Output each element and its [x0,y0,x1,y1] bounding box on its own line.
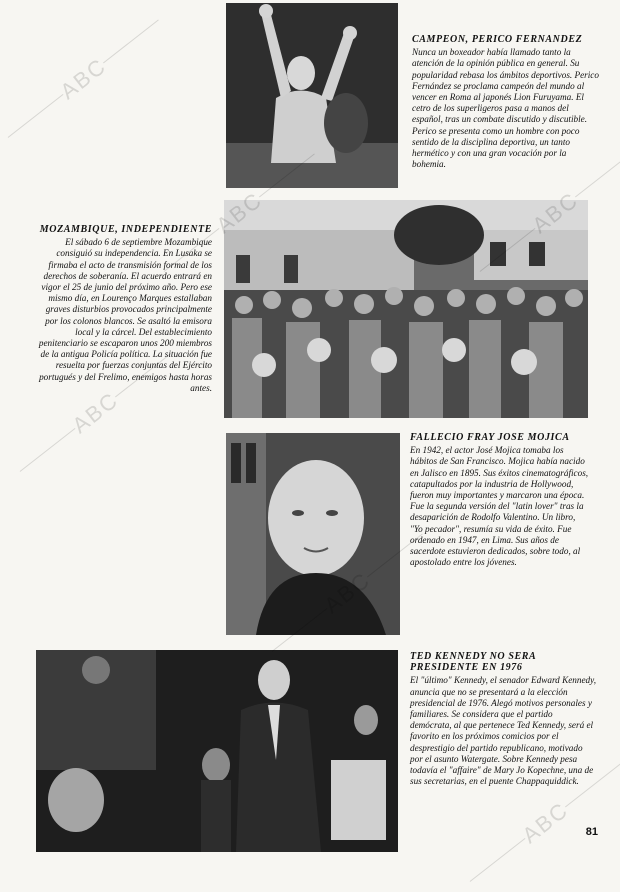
article-title: MOZAMBIQUE, INDEPENDIENTE [39,224,212,235]
abc-watermark: ABC [55,52,112,105]
page-number: 81 [585,826,598,838]
article-title: TED KENNEDY NO SERA PRESIDENTE EN 1976 [410,651,536,674]
mozambique-crowd-photo [224,200,588,418]
mozambique-article [32,224,212,394]
article-body: El "último" Kennedy, el senador Edward Kennedy, anuncia que no se presentará a la elección presidencial de 1976. Alegó motivos personales y familiares. Se considera que el partido demócrata, al que pertenece Ted Kennedy, será el favorito en los próximos comicios por el desprestigio del partido republicano, motivado por el asunto Watergate. Sobre Kennedy pesa todavía el "affaire" de Mary Jo Kopechne, una de sus secretarias, en el puente Chappaquiddick. [410,675,596,787]
article-body: En 1942, el actor José Mojica tomaba los hábitos de San Francisco. Mojica había nacido en Jalisco en 1895. Sus éxitos cinematográficos, catapultados por la industria de Hollywood, fueron muy importantes y marcaron una época. Fue la segunda versión del "latin lover" tras la desaparición de Rodolfo Valentino. Un libro, "Yo pecador", resumía su vida de éxito. Fue ordenado en 1947, en Lima. Sus años de sacerdote estuvieron dedicados, sobre todo, al apostolado entre los jóvenes. [410,445,589,568]
article-body: Nunca un boxeador había llamado tanto la atención de la opinión pública en general. Su popularidad rebasa los ámbitos deportivos. Perico Fernández se proclama campeón del mundo al vencer en Roma al japonés Lion Furuyama. El cetro de los superligeros pasa a manos del español, tras un combate discutido y discutible. Perico se presenta como un hombre con poco sentido de la disciplina deportiva, un tanto hermético y con una gran vocación por la bohemia. [412,47,599,170]
article-title: CAMPEON, PERICO FERNANDEZ [412,34,583,45]
mojica-portrait-photo [226,433,400,635]
article-body: El sábado 6 de septiembre Mozambique consiguió su independencia. En Lusaka se firmaba el acto de transmisión formal de los derechos de soberanía. El acuerdo entrará en vigor el 25 de junio del próximo año. Pero ese mismo día, en Lourenço Marques estallaban graves disturbios provocados principalmente por los colonos blancos. Se asaltó la emisora local y la cárcel. Del establecimiento penitenciario se escaparon unos 200 miembros de la antigua Policía política. La situación fue resuelta por fuerzas conjuntas del Ejército portugués y del Frelimo, enemigos hasta horas antes. [38,237,212,393]
boxer-photo [226,3,398,188]
article-title: FALLECIO FRAY JOSE MOJICA [410,432,570,443]
abc-watermark: ABC [67,386,124,439]
perico-fernandez-article [412,34,600,170]
kennedy-article [410,651,596,787]
abc-watermark: ABC [517,796,574,849]
kennedy-photo [36,650,398,852]
mojica-article [410,432,590,568]
